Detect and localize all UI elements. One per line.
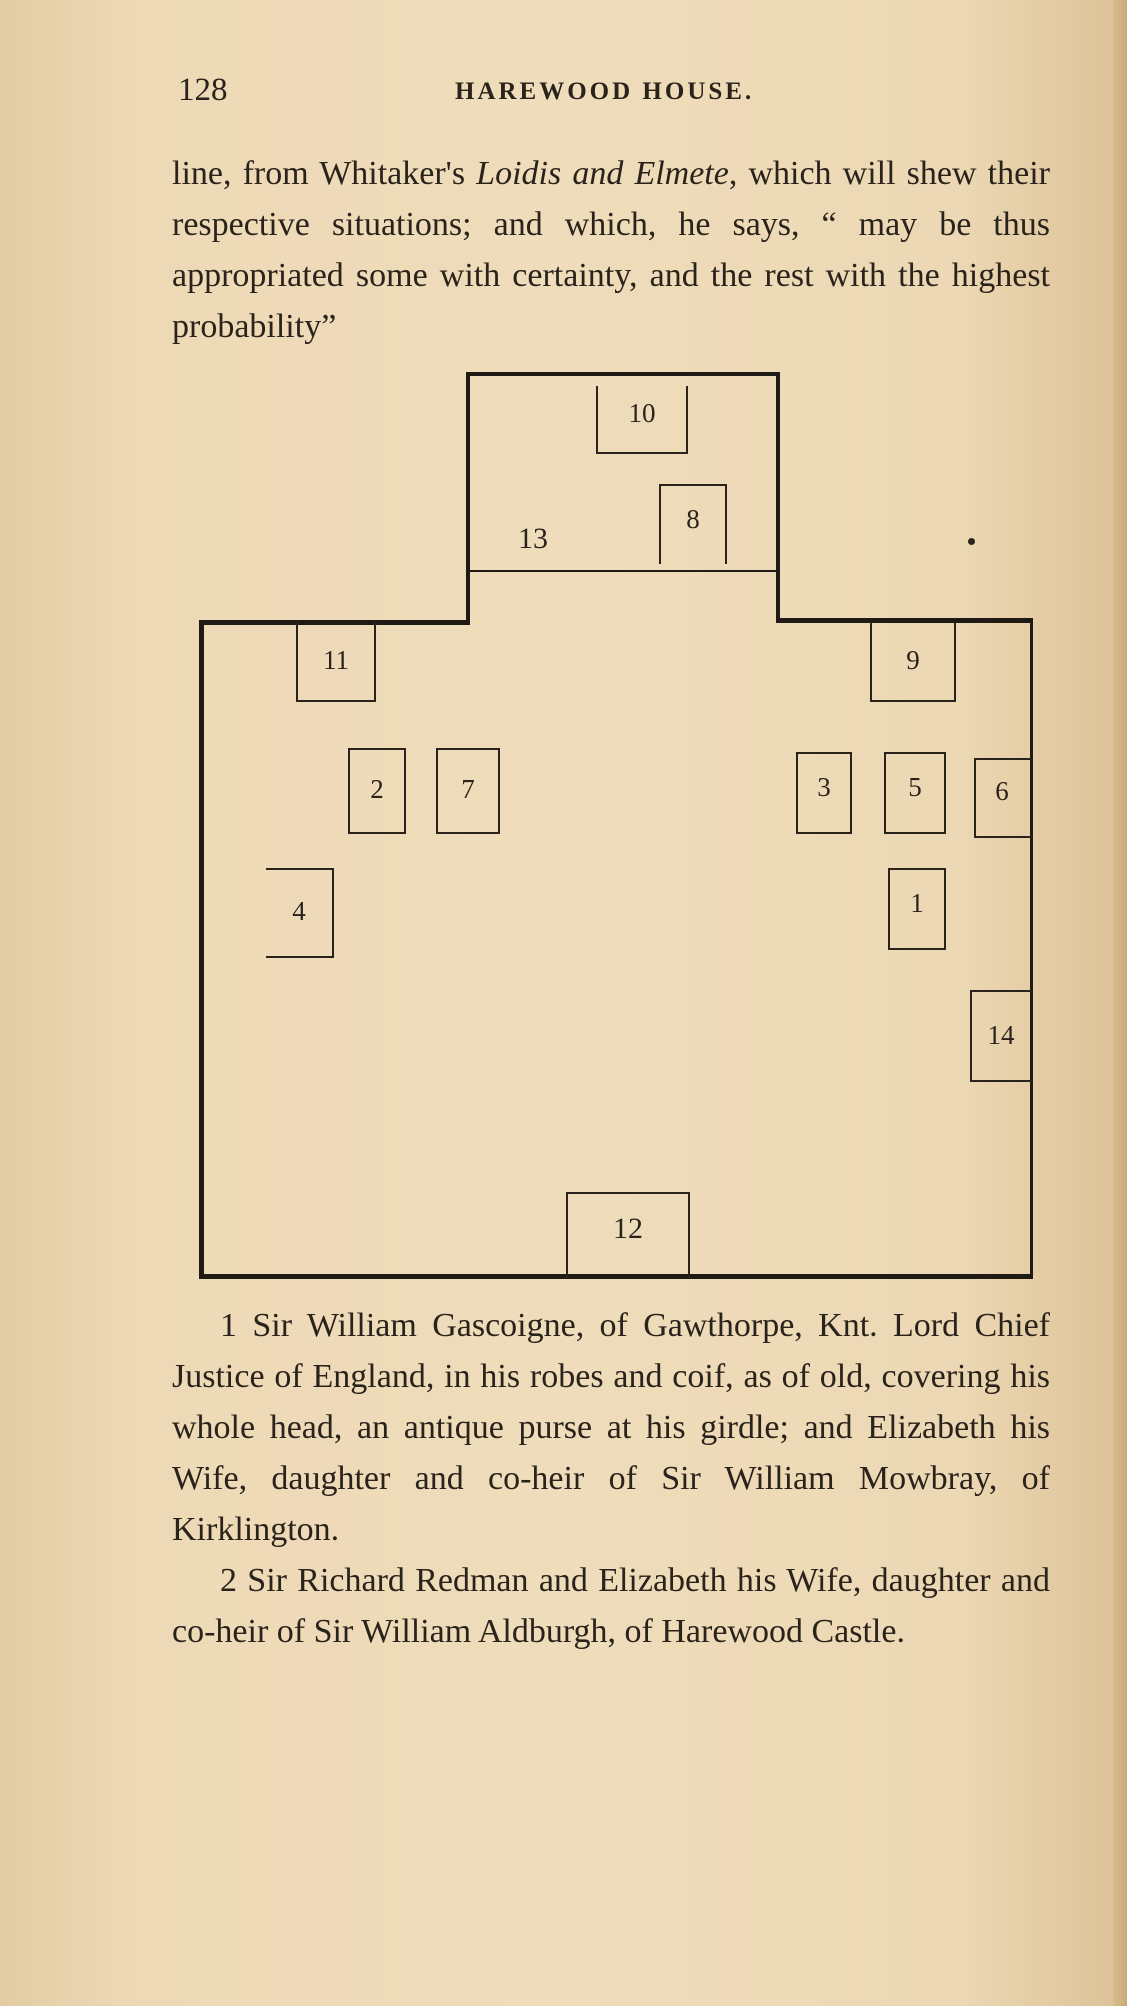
monument-3-label: 3 (817, 772, 831, 802)
chancel-top-wall (468, 372, 780, 376)
nave-right-wall (1030, 618, 1033, 1278)
page-number: 128 (178, 72, 228, 108)
monument-5-label: 5 (908, 772, 922, 802)
monument-13-label: 13 (518, 522, 548, 555)
monument-6-label: 6 (995, 776, 1009, 806)
chancel-left-wall (466, 372, 470, 622)
running-head: HAREWOOD HOUSE. (455, 78, 755, 105)
monument-4-label: 4 (292, 896, 306, 926)
monument-2-label: 2 (370, 774, 384, 804)
chancel-inner-rule (470, 570, 776, 572)
intro-text-end: , which will shew their respective situations; and which, he says, “ may be thus appropriated some with certainty, and the rest with the highest probability” (172, 155, 1050, 345)
chancel-dot (968, 538, 975, 545)
monument-11-label: 11 (323, 645, 349, 675)
caption-1: 1 Sir William Gascoigne, of Gawthorpe, Knt. Lord Chief Justice of England, in his robes and coif, as of old, covering his whole head, an antique purse at his girdle; and Elizabeth his Wife, daughter and co-heir of Sir William Mowbray, of Kirklington. (172, 1307, 1050, 1548)
caption-2: 2 Sir Richard Redman and Elizabeth his Wife, daughter and co-heir of Sir William Aldburgh, of Harewood Castle. (172, 1562, 1050, 1650)
monument-1-label: 1 (910, 888, 924, 918)
book-title: Loidis and Elmete (476, 155, 729, 192)
monument-12-label: 12 (613, 1212, 643, 1245)
monument-10-label: 10 (628, 398, 656, 428)
nave-left-wall (199, 620, 204, 1278)
monument-7-label: 7 (461, 774, 475, 804)
monument-9-label: 9 (906, 645, 920, 675)
monument-8-label: 8 (686, 504, 700, 534)
monument-14-label: 14 (987, 1020, 1015, 1050)
intro-text-start: line, from Whitaker's (172, 155, 477, 192)
chancel-right-wall (776, 372, 780, 622)
